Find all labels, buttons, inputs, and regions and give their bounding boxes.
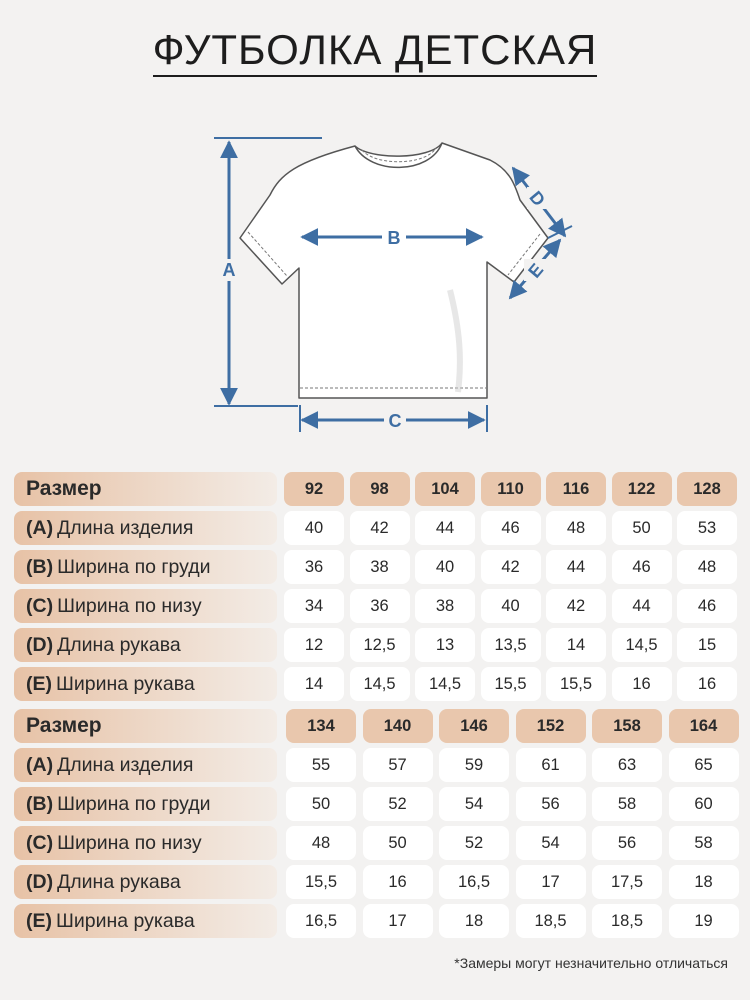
measure-value-cell: 53 [677,511,737,545]
measure-label [14,628,277,662]
measure-row [14,787,738,821]
measure-label [14,550,277,584]
measure-value-cell: 52 [363,787,433,821]
measure-row [14,904,738,938]
measure-value-cell: 46 [677,589,737,623]
measure-value-cell: 16,5 [439,865,509,899]
measure-value-cell: 55 [286,748,356,782]
measure-code: (D) [26,870,54,893]
tshirt-outline [240,143,548,398]
measure-value-cell: 48 [546,511,606,545]
measure-name: Ширина рукава [56,909,195,932]
measure-name: Ширина по низу [57,594,202,617]
measure-name: Ширина рукава [56,672,195,695]
size-header-label: Размер [14,709,277,743]
label-d: D [525,187,550,211]
measure-value-cell: 54 [516,826,586,860]
measure-name: Ширина по низу [57,831,202,854]
measure-value-cell: 16 [612,667,672,701]
size-header-cell: 146 [439,709,509,743]
measure-value-cell: 60 [669,787,739,821]
size-header-cell: 104 [415,472,475,506]
measure-value-cell: 57 [363,748,433,782]
measure-row [14,589,738,623]
measure-value-cell: 16 [363,865,433,899]
label-c: C [388,411,402,431]
measure-value-cell: 65 [669,748,739,782]
measure-code: (D) [26,633,54,656]
measure-row [14,826,738,860]
measure-value-cell: 14,5 [612,628,672,662]
measure-code: (C) [26,594,54,617]
measure-name: Длина изделия [57,516,194,539]
measure-row [14,511,738,545]
measure-value-cell: 50 [363,826,433,860]
size-header-cell: 122 [612,472,672,506]
measure-value-cell: 40 [481,589,541,623]
measure-label [14,904,277,938]
measure-label [14,865,277,899]
measure-value-cell: 46 [481,511,541,545]
measure-value-cell: 14,5 [350,667,410,701]
measure-value-cell: 17 [516,865,586,899]
measure-value-cell: 15 [677,628,737,662]
measure-name: Длина рукава [57,633,181,656]
measure-name: Длина рукава [57,870,181,893]
footnote: *Замеры могут незначительно отличаться [454,955,728,971]
measure-code: (B) [26,555,54,578]
measure-row [14,550,738,584]
measure-value-cell: 34 [284,589,344,623]
measure-code: (E) [26,909,52,932]
measure-value-cell: 46 [612,550,672,584]
measure-value-cell: 17 [363,904,433,938]
size-header-row [14,709,738,743]
measure-value-cell: 13 [415,628,475,662]
measure-value-cell: 42 [481,550,541,584]
measure-value-cell: 54 [439,787,509,821]
measure-value-cell: 13,5 [481,628,541,662]
measure-code: (A) [26,753,54,776]
measure-code: (B) [26,792,54,815]
measure-value-cell: 16,5 [286,904,356,938]
measure-code: (C) [26,831,54,854]
measure-label [14,787,277,821]
measure-value-cell: 36 [350,589,410,623]
measure-value-cell: 61 [516,748,586,782]
measure-name: Ширина по груди [57,555,211,578]
label-b: B [387,228,401,248]
measure-value-cell: 42 [546,589,606,623]
measure-value-cell: 50 [286,787,356,821]
measure-value-cell: 12 [284,628,344,662]
measure-value-cell: 38 [350,550,410,584]
label-a: A [222,260,236,280]
label-e: E [524,259,548,282]
measure-value-cell: 15,5 [481,667,541,701]
measure-value-cell: 63 [592,748,662,782]
measure-value-cell: 14 [546,628,606,662]
measure-code: (A) [26,516,54,539]
size-header-cell: 110 [481,472,541,506]
measure-value-cell: 44 [415,511,475,545]
measure-label [14,667,277,701]
size-header-cell: 164 [669,709,739,743]
size-header-cell: 128 [677,472,737,506]
measure-row [14,865,738,899]
size-header-label: Размер [14,472,277,506]
measure-value-cell: 18,5 [516,904,586,938]
measure-value-cell: 48 [677,550,737,584]
measure-value-cell: 40 [284,511,344,545]
tshirt-diagram [0,0,750,450]
measure-value-cell: 50 [612,511,672,545]
measure-value-cell: 18,5 [592,904,662,938]
measure-value-cell: 44 [612,589,672,623]
size-header-cell: 134 [286,709,356,743]
measure-label [14,589,277,623]
measure-value-cell: 58 [669,826,739,860]
size-header-cell: 116 [546,472,606,506]
measure-value-cell: 18 [439,904,509,938]
measure-value-cell: 40 [415,550,475,584]
measure-value-cell: 16 [677,667,737,701]
measure-code: (E) [26,672,52,695]
measure-value-cell: 36 [284,550,344,584]
page-title-text: ФУТБОЛКА ДЕТСКАЯ [153,26,598,77]
measure-row [14,748,738,782]
size-header-cell: 92 [284,472,344,506]
measure-label [14,748,277,782]
measure-value-cell: 17,5 [592,865,662,899]
measure-value-cell: 52 [439,826,509,860]
measure-label [14,511,277,545]
measure-label [14,826,277,860]
measure-value-cell: 58 [592,787,662,821]
measure-row [14,667,738,701]
measure-value-cell: 14,5 [415,667,475,701]
measure-value-cell: 56 [592,826,662,860]
size-header-cell: 98 [350,472,410,506]
size-header-row [14,472,738,506]
measure-value-cell: 59 [439,748,509,782]
measure-value-cell: 44 [546,550,606,584]
size-header-cell: 152 [516,709,586,743]
measure-value-cell: 12,5 [350,628,410,662]
measure-value-cell: 38 [415,589,475,623]
size-header-cell: 158 [592,709,662,743]
measure-value-cell: 48 [286,826,356,860]
measure-value-cell: 15,5 [286,865,356,899]
measure-row [14,628,738,662]
measure-value-cell: 14 [284,667,344,701]
measure-value-cell: 56 [516,787,586,821]
measure-name: Длина изделия [57,753,194,776]
measure-value-cell: 42 [350,511,410,545]
measure-value-cell: 18 [669,865,739,899]
measure-value-cell: 15,5 [546,667,606,701]
measure-name: Ширина по груди [57,792,211,815]
size-header-cell: 140 [363,709,433,743]
measure-value-cell: 19 [669,904,739,938]
